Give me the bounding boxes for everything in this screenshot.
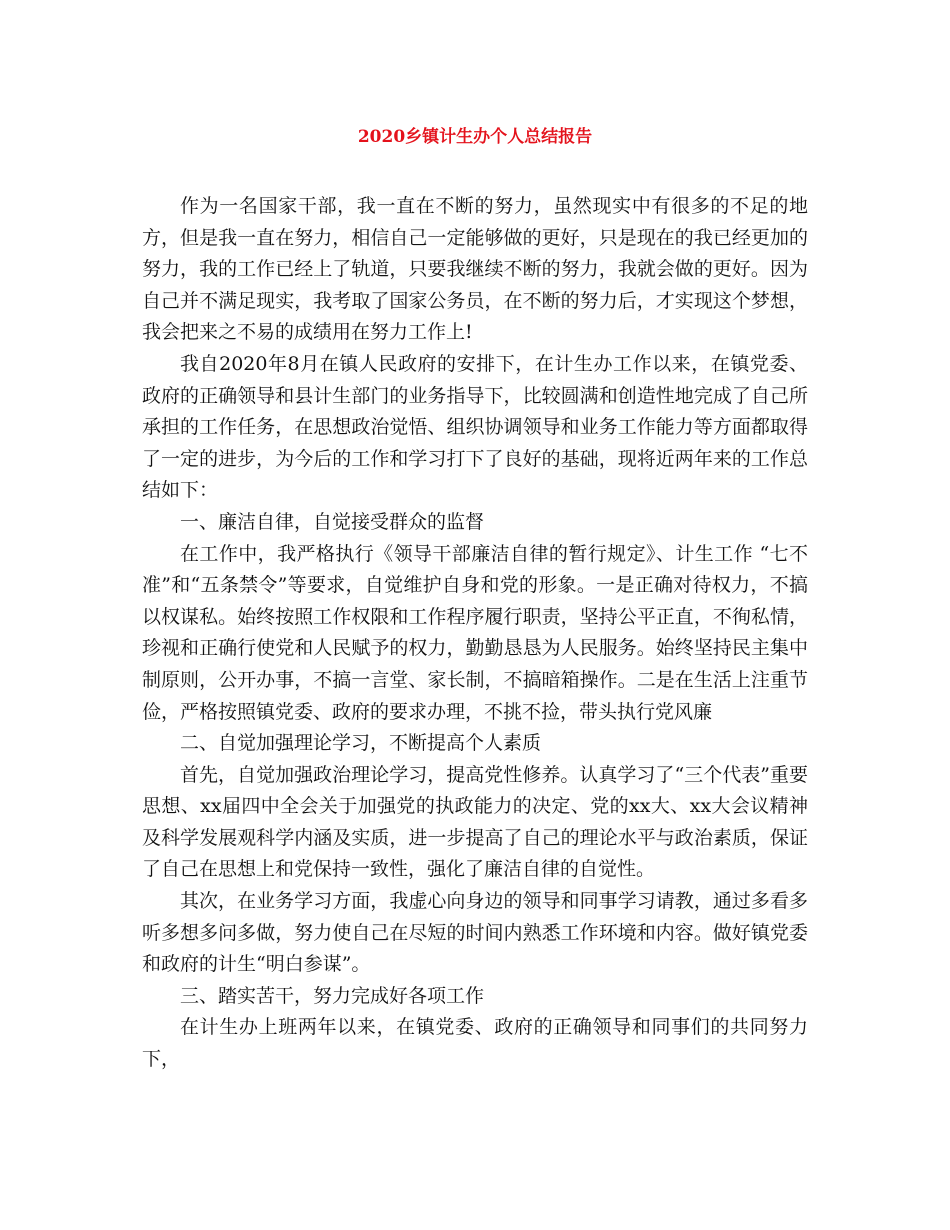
paragraph-business-study: 其次，在业务学习方面，我虚心向身边的领导和同事学习请教，通过多看多听多想多问多做，努力使自己在尽短的时间内熟悉工作环境和内容。做好镇党委和政府的计生“明白参谋”。	[142, 890, 808, 976]
section-heading-1: 一、廉洁自律，自觉接受群众的监督	[180, 510, 485, 533]
paragraph-intro: 作为一名国家干部，我一直在不断的努力，虽然现实中有很多的不足的地方，但是我一直在努力，相信自己一定能够做的更好，只是现在的我已经更加的努力，我的工作已经上了轨道，只要我继续不断的努力，我就会做的更好。因为自己并不满足现实，我考取了国家公务员，在不断的努力后，才实现这个梦想，我会把来之不易的成绩用在努力工作上!	[142, 195, 808, 344]
section-heading-2: 二、自觉加强理论学习，不断提高个人素质	[180, 732, 542, 755]
paragraph-political-study: 首先，自觉加强政治理论学习，提高党性修养。认真学习了“三个代表”重要思想、xx届四中全会关于加强党的执政能力的决定、党的xx大、xx大会议精神及科学发展观科学内涵及实质，进一步提高了自己的理论水平与政治素质，保证了自己在思想上和党保持一致性，强化了廉洁自律的自觉性。	[142, 763, 808, 881]
paragraph-integrity: 在工作中，我严格执行《领导干部廉洁自律的暂行规定》、计生工作 “七不准”和“五条禁令”等要求，自觉维护自身和党的形象。一是正确对待权力，不搞以权谋私。始终按照工作权限和工作程序履行职责，坚持公平正直，不徇私情，珍视和正确行使党和人民赋予的权力，勤勤恳恳为人民服务。始终坚持民主集中制原则，公开办事，不搞一言堂、家长制，不搞暗箱操作。二是在生活上注重节俭，严格按照镇党委、政府的要求办理，不挑不捡，带头执行党风廉	[142, 542, 808, 723]
document-title: 2020乡镇计生办个人总结报告	[357, 127, 593, 147]
section-heading-3: 三、踏实苦干，努力完成好各项工作	[180, 984, 485, 1007]
paragraph-work-results: 在计生办上班两年以来，在镇党委、政府的正确领导和同事们的共同努力下，	[142, 1016, 808, 1071]
paragraph-work-overview: 我自2020年8月在镇人民政府的安排下，在计生办工作以来，在镇党委、政府的正确领导和县计生部门的业务指导下，比较圆满和创造性地完成了自己所承担的工作任务，在思想政治觉悟、组织协调领导和业务工作能力等方面都取得了一定的进步，为今后的工作和学习打下了良好的基础，现将近两年来的工作总结如下：	[142, 352, 808, 502]
document-body	[142, 191, 808, 1076]
